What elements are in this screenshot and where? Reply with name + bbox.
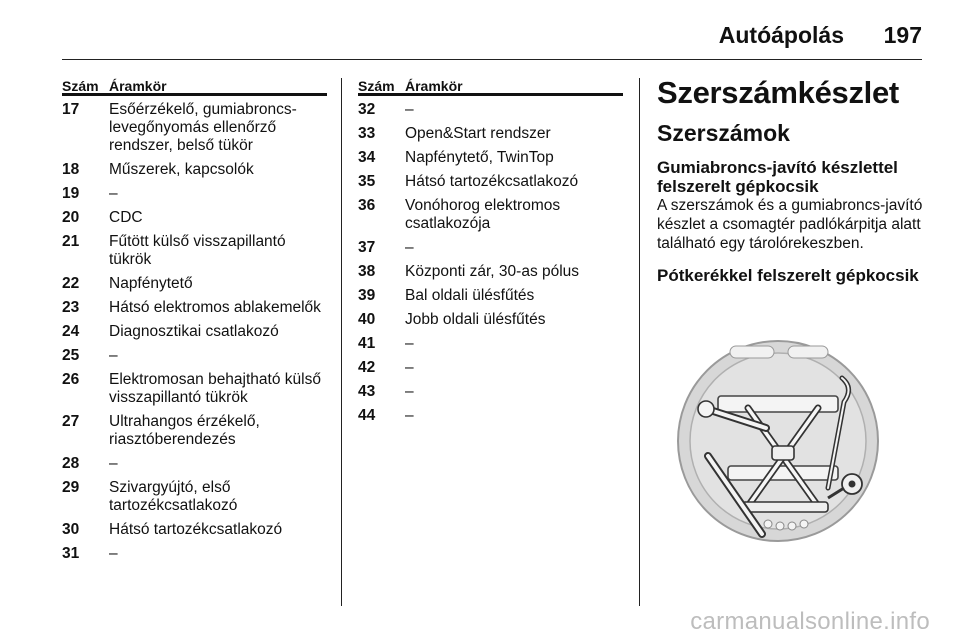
- table-row: [358, 383, 623, 401]
- table-row: [358, 263, 623, 281]
- table-row: [62, 455, 327, 473]
- fuse-circuit: –: [405, 407, 414, 424]
- table-row: [62, 371, 327, 407]
- table-row: [358, 149, 623, 167]
- table-row: [62, 275, 327, 293]
- fuse-circuit: Open&Start rendszer: [405, 125, 551, 142]
- table-row: [358, 287, 623, 305]
- header-num: Szám: [358, 78, 395, 94]
- toolkit-section: [657, 75, 932, 285]
- table-row: [62, 185, 327, 203]
- fuse-number: 20: [62, 209, 80, 226]
- fuse-table-left: [62, 78, 327, 563]
- fuse-number: 33: [358, 125, 376, 142]
- fuse-circuit: –: [109, 545, 118, 562]
- fuse-number: 23: [62, 299, 80, 316]
- fuse-circuit: Napfénytető, TwinTop: [405, 149, 554, 166]
- table-row: [62, 209, 327, 227]
- fuse-circuit: –: [109, 347, 118, 364]
- fuse-circuit: –: [405, 359, 414, 376]
- fuse-circuit: Hátsó tartozékcsatlakozó: [405, 173, 579, 190]
- fuse-number: 37: [358, 239, 376, 256]
- toolkit-in-spare-wheel-well-icon: [668, 338, 890, 544]
- table-row: [62, 161, 327, 179]
- fuse-circuit: Ultrahangos érzékelő, riasztóberendezés: [109, 413, 260, 448]
- section-heading: Szerszámkészlet: [657, 75, 899, 110]
- fuse-number: 22: [62, 275, 80, 292]
- table-row: [358, 311, 623, 329]
- fuse-circuit: Hátsó tartozékcsatlakozó: [109, 521, 283, 538]
- fuse-number: 32: [358, 101, 376, 118]
- table-row: [62, 233, 327, 269]
- table-row: [62, 323, 327, 341]
- fuse-circuit: Vonóhorog elektromos csatlakozója: [405, 197, 561, 232]
- table-header: [358, 78, 623, 96]
- fuse-circuit: –: [405, 101, 414, 118]
- block1-title: Gumiabroncs-javító készlettel felszerelt gépkocsik: [657, 158, 898, 196]
- fuse-circuit: Hátsó elektromos ablakemelők: [109, 299, 321, 316]
- fuse-number: 31: [62, 545, 80, 562]
- fuse-circuit: –: [109, 455, 118, 472]
- header-circuit: Áramkör: [109, 78, 167, 94]
- fuse-circuit: Elektromosan behajtható külső visszapillantó tükrök: [109, 371, 321, 406]
- fuse-number: 42: [358, 359, 376, 376]
- table-row: [358, 407, 623, 425]
- table-row: [358, 239, 623, 257]
- fuse-number: 38: [358, 263, 376, 280]
- table-row: [62, 299, 327, 317]
- table-row: [358, 359, 623, 377]
- column-divider: [639, 78, 640, 606]
- header-num: Szám: [62, 78, 99, 94]
- table-row: [62, 413, 327, 449]
- table-row: [62, 101, 327, 155]
- fuse-circuit: Jobb oldali ülésfűtés: [405, 311, 546, 328]
- fuse-number: 36: [358, 197, 376, 214]
- table-row: [358, 125, 623, 143]
- fuse-number: 44: [358, 407, 376, 424]
- page-number: 197: [883, 22, 922, 48]
- fuse-circuit: Szivargyújtó, első tartozékcsatlakozó: [109, 479, 238, 514]
- table-header: [62, 78, 327, 96]
- table-row: [358, 197, 623, 233]
- fuse-number: 43: [358, 383, 376, 400]
- page-title: Autóápolás: [718, 22, 844, 48]
- fuse-number: 29: [62, 479, 80, 496]
- table-row: [358, 101, 623, 119]
- column-divider: [341, 78, 342, 606]
- fuse-circuit: –: [109, 185, 118, 202]
- table-row: [358, 335, 623, 353]
- fuse-number: 26: [62, 371, 80, 388]
- page-header: [62, 18, 922, 60]
- fuse-number: 35: [358, 173, 376, 190]
- fuse-circuit: Napfénytető: [109, 275, 193, 292]
- fuse-number: 24: [62, 323, 80, 340]
- fuse-number: 41: [358, 335, 376, 352]
- watermark: carmanualsonline.info: [690, 608, 930, 635]
- section-subheading: Szerszámok: [657, 120, 790, 146]
- fuse-number: 21: [62, 233, 80, 250]
- fuse-circuit: CDC: [109, 209, 143, 226]
- fuse-number: 18: [62, 161, 80, 178]
- fuse-circuit: Központi zár, 30-as pólus: [405, 263, 580, 280]
- fuse-number: 19: [62, 185, 80, 202]
- fuse-circuit: –: [405, 383, 414, 400]
- table-row: [62, 521, 327, 539]
- fuse-circuit: Bal oldali ülésfűtés: [405, 287, 535, 304]
- table-row: [358, 173, 623, 191]
- table-row: [62, 479, 327, 515]
- table-row: [62, 347, 327, 365]
- table-row: [62, 545, 327, 563]
- fuse-number: 17: [62, 101, 80, 118]
- fuse-number: 25: [62, 347, 80, 364]
- fuse-number: 27: [62, 413, 80, 430]
- fuse-circuit: Diagnosztikai csatlakozó: [109, 323, 279, 340]
- fuse-circuit: Fűtött külső visszapillantó tükrök: [109, 233, 286, 268]
- fuse-table-right: [358, 78, 623, 425]
- block2-title: Pótkerékkel felszerelt gépkocsik: [657, 266, 919, 285]
- fuse-number: 40: [358, 311, 376, 328]
- fuse-circuit: Esőérzékelő, gumiabroncs-levegőnyomás ellenőrző rendszer, belső tükör: [109, 101, 297, 154]
- fuse-number: 34: [358, 149, 376, 166]
- fuse-circuit: –: [405, 239, 414, 256]
- fuse-number: 39: [358, 287, 376, 304]
- fuse-number: 30: [62, 521, 80, 538]
- fuse-number: 28: [62, 455, 80, 472]
- block1-text: A szerszámok és a gumiabroncs-javító készlet a csomagtér padlókárpitja alatt található egy tárolórekeszben.: [657, 197, 923, 252]
- fuse-circuit: Műszerek, kapcsolók: [109, 161, 254, 178]
- fuse-circuit: –: [405, 335, 414, 352]
- header-circuit: Áramkör: [405, 78, 463, 94]
